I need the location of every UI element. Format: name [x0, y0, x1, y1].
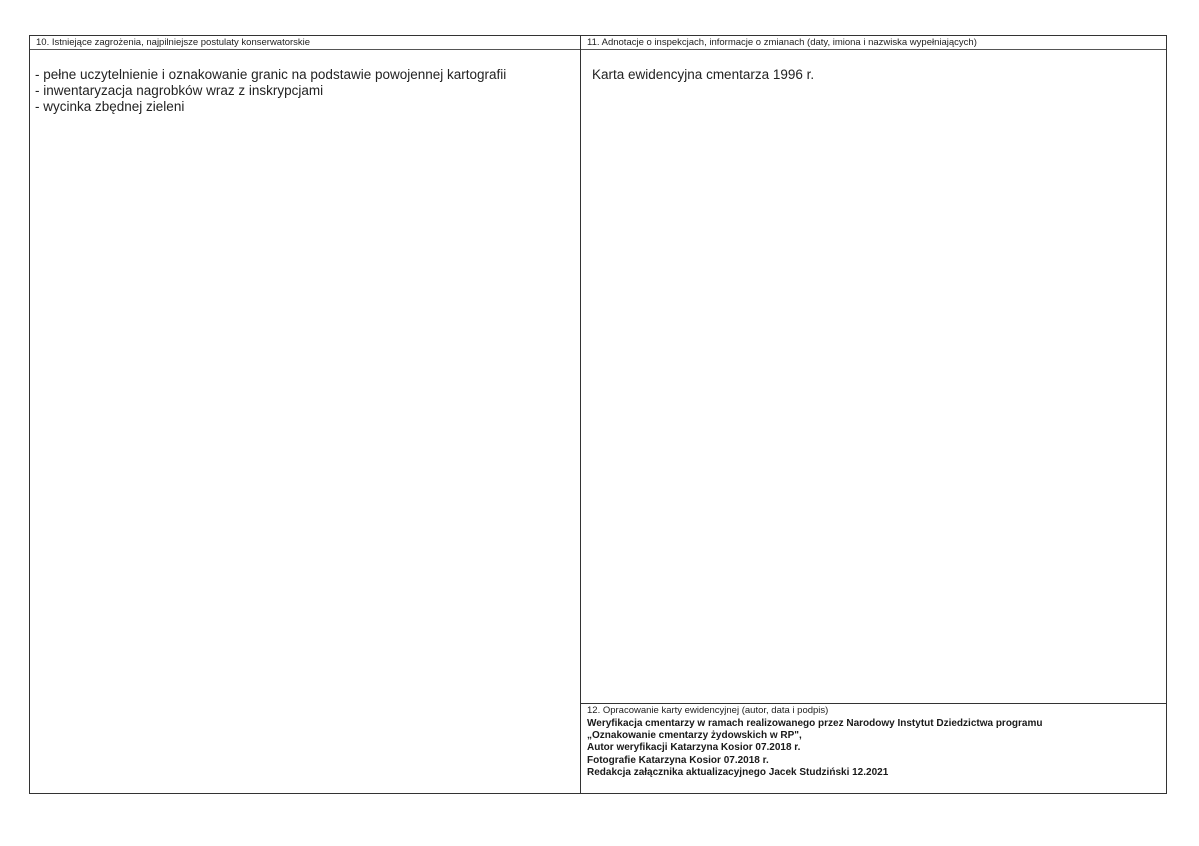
credit-line: Redakcja załącznika aktualizacyjnego Jacek Studziński 12.2021	[587, 766, 889, 778]
inspection-note: Karta ewidencyjna cmentarza 1996 r.	[592, 67, 815, 82]
card-credits	[587, 718, 1043, 779]
credit-line: Autor weryfikacji Katarzyna Kosior 07.2018 r.	[587, 742, 801, 754]
credit-line: Fotografie Katarzyna Kosior 07.2018 r.	[587, 754, 769, 766]
section-11-header-rule	[581, 49, 1166, 50]
section-12-label: 12. Opracowanie karty ewidencyjnej (autor, data i podpis)	[587, 705, 829, 716]
credit-line: Weryfikacja cmentarzy w ramach realizowanego przez Narodowy Instytut Dziedzictwa programu	[587, 718, 1043, 729]
section-11-label: 11. Adnotacje o inspekcjach, informacje o zmianach (daty, imiona i nazwiska wypełniających)	[587, 37, 977, 48]
postulate-item: - inwentaryzacja nagrobków wraz z inskrypcjami	[35, 83, 324, 98]
postulate-item: - wycinka zbędnej zieleni	[35, 99, 185, 114]
section-10-header-rule	[30, 49, 580, 50]
conservation-postulates-list	[35, 67, 506, 115]
column-divider	[580, 36, 581, 793]
row-divider	[580, 703, 1166, 704]
postulate-item: - pełne uczytelnienie i oznakowanie granic na podstawie powojennej kartografii	[35, 67, 507, 82]
evidence-card-form	[29, 35, 1167, 794]
credit-line: „Oznakowanie cmentarzy żydowskich w RP",	[587, 730, 802, 742]
section-10-label: 10. Istniejące zagrożenia, najpilniejsze postulaty konserwatorskie	[36, 37, 311, 48]
